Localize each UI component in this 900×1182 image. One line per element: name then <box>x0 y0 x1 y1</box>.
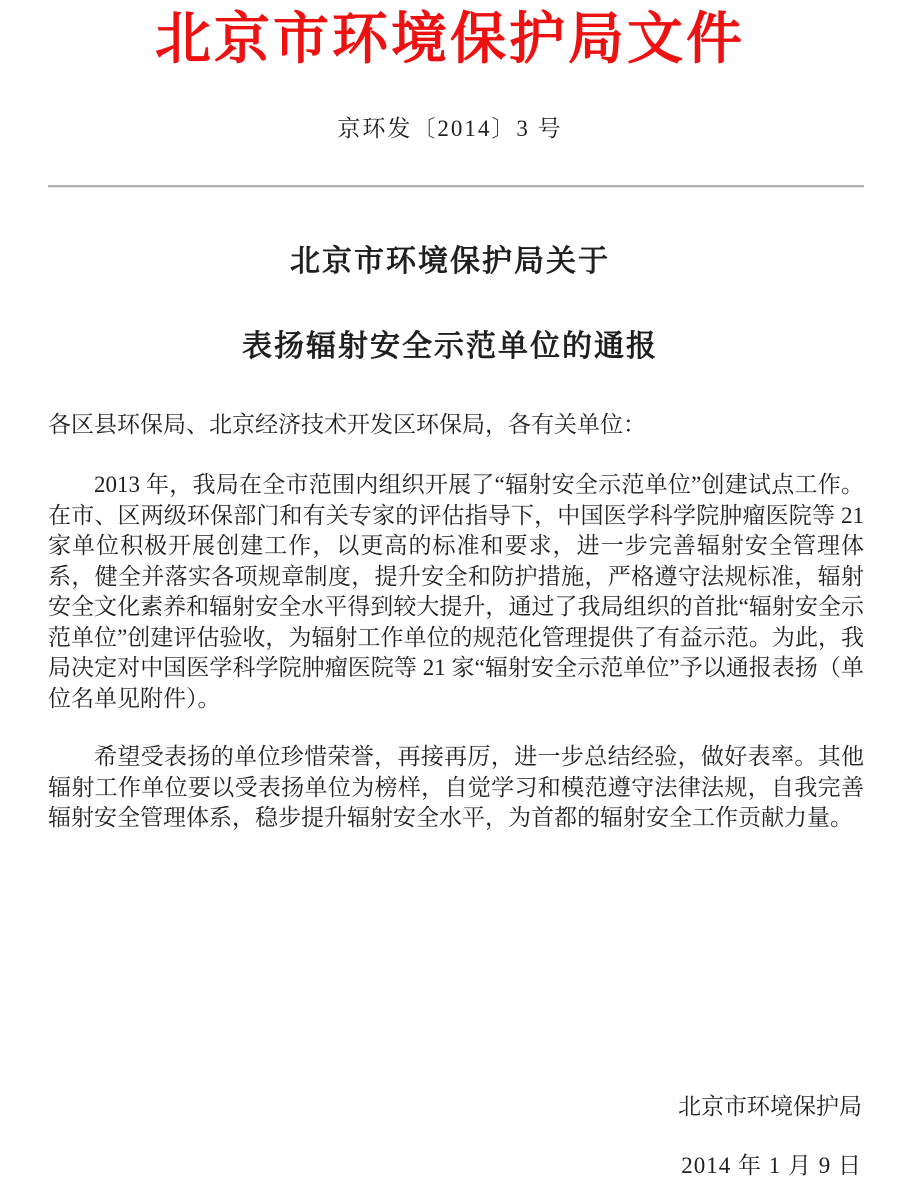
body-paragraph-2: 希望受表扬的单位珍惜荣誉，再接再厉，进一步总结经验，做好表率。其他辐射工作单位要以受表扬单位为榜样，自觉学习和模范遵守法律法规，自我完善辐射安全管理体系，稳步提升辐射安全水平，为首都的辐射安全工作贡献力量。 <box>48 744 864 830</box>
salutation: 各区县环保局、北京经济技术开发区环保局，各有关单位： <box>48 412 646 437</box>
signature-date: 2014 年 1 月 9 日 <box>681 1152 862 1178</box>
document-title-line-2: 表扬辐射安全示范单位的通报 <box>242 330 658 363</box>
document-title-line-1: 北京市环境保护局关于 <box>290 245 610 278</box>
body-paragraph-1: 2013 年，我局在全市范围内组织开展了“辐射安全示范单位”创建试点工作。在市、区两级环保部门和有关专家的评估指导下，中国医学科学院肿瘤医院等 21 家单位积极开展创建工作，以更高的标准和要求，进一步完善辐射安全管理体系，健全并落实各项规章制度，提升安全和防护措施，严格遵守法规标准，辐射安全文化素养和辐射安全水平得到较大提升，通过了我局组织的首批“辐射安全示范单位”创建评估验收，为辐射工作单位的规范化管理提供了有益示范。为此，我局决定对中国医学科学院肿瘤医院等 21 家“辐射安全示范单位”予以通报表扬（单位名单见附件）。 <box>48 472 864 711</box>
document-number: 京环发〔2014〕3 号 <box>337 116 563 141</box>
letterhead-divider <box>48 185 864 188</box>
signature-org: 北京市环境保护局 <box>678 1093 862 1119</box>
org-letterhead-title: 北京市环境保护局文件 <box>155 9 745 71</box>
